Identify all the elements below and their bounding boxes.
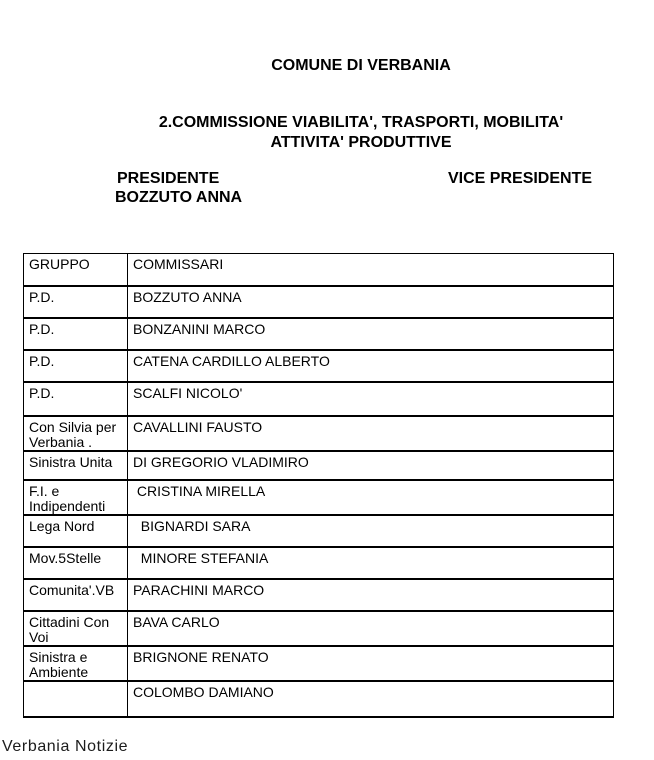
commissario-cell: BRIGNONE RENATO bbox=[128, 646, 614, 681]
table-row bbox=[24, 451, 614, 480]
table-row bbox=[24, 416, 614, 451]
table-row bbox=[24, 579, 614, 611]
table-row bbox=[24, 318, 614, 350]
commissario-cell: CATENA CARDILLO ALBERTO bbox=[128, 350, 614, 382]
gruppo-cell: Comunita'.VB bbox=[24, 579, 128, 611]
gruppo-cell: Mov.5Stelle bbox=[24, 547, 128, 579]
commissario-cell: BIGNARDI SARA bbox=[128, 515, 614, 547]
commissario-cell: SCALFI NICOLO' bbox=[128, 382, 614, 416]
gruppo-column-header: GRUPPO bbox=[24, 254, 128, 286]
commission-table bbox=[23, 253, 614, 718]
commissario-cell: BOZZUTO ANNA bbox=[128, 286, 614, 318]
commissari-column-header: COMMISSARI bbox=[128, 254, 614, 286]
president-label: PRESIDENTE bbox=[117, 170, 220, 187]
gruppo-cell: Sinistra e Ambiente bbox=[24, 646, 128, 681]
president-name: BOZZUTO ANNA bbox=[115, 189, 243, 206]
commission-title-line2: ATTIVITA' PRODUTTIVE bbox=[270, 134, 452, 151]
table-row bbox=[24, 480, 614, 515]
commissario-cell: COLOMBO DAMIANO bbox=[128, 681, 614, 717]
gruppo-cell: P.D. bbox=[24, 286, 128, 318]
commission-title bbox=[64, 113, 654, 153]
gruppo-cell: F.I. e Indipendenti bbox=[24, 480, 128, 515]
commissario-cell: MINORE STEFANIA bbox=[128, 547, 614, 579]
gruppo-cell: Cittadini Con Voi bbox=[24, 611, 128, 646]
commissario-cell: PARACHINI MARCO bbox=[128, 579, 614, 611]
table-header-row bbox=[24, 254, 614, 286]
municipality-title: COMUNE DI VERBANIA bbox=[271, 57, 451, 74]
source-attribution: Verbania Notizie bbox=[2, 738, 129, 755]
commissario-cell: CRISTINA MIRELLA bbox=[128, 480, 614, 515]
gruppo-cell: P.D. bbox=[24, 350, 128, 382]
gruppo-cell: P.D. bbox=[24, 382, 128, 416]
commissario-cell: BAVA CARLO bbox=[128, 611, 614, 646]
vice-president-label: VICE PRESIDENTE bbox=[448, 170, 593, 187]
table-row bbox=[24, 646, 614, 681]
commissario-cell: CAVALLINI FAUSTO bbox=[128, 416, 614, 451]
table-row bbox=[24, 515, 614, 547]
table-row bbox=[24, 286, 614, 318]
table-row bbox=[24, 350, 614, 382]
table-row bbox=[24, 547, 614, 579]
gruppo-cell: P.D. bbox=[24, 318, 128, 350]
gruppo-cell: Lega Nord bbox=[24, 515, 128, 547]
commission-title-line1: 2.COMMISSIONE VIABILITA', TRASPORTI, MOBILITA' bbox=[158, 114, 564, 131]
table-row bbox=[24, 611, 614, 646]
commissario-cell: DI GREGORIO VLADIMIRO bbox=[128, 451, 614, 480]
gruppo-cell: Con Silvia per Verbania . bbox=[24, 416, 128, 451]
commissario-cell: BONZANINI MARCO bbox=[128, 318, 614, 350]
table-row bbox=[24, 382, 614, 416]
gruppo-cell bbox=[24, 681, 128, 717]
gruppo-cell: Sinistra Unita bbox=[24, 451, 128, 480]
table-row bbox=[24, 681, 614, 717]
